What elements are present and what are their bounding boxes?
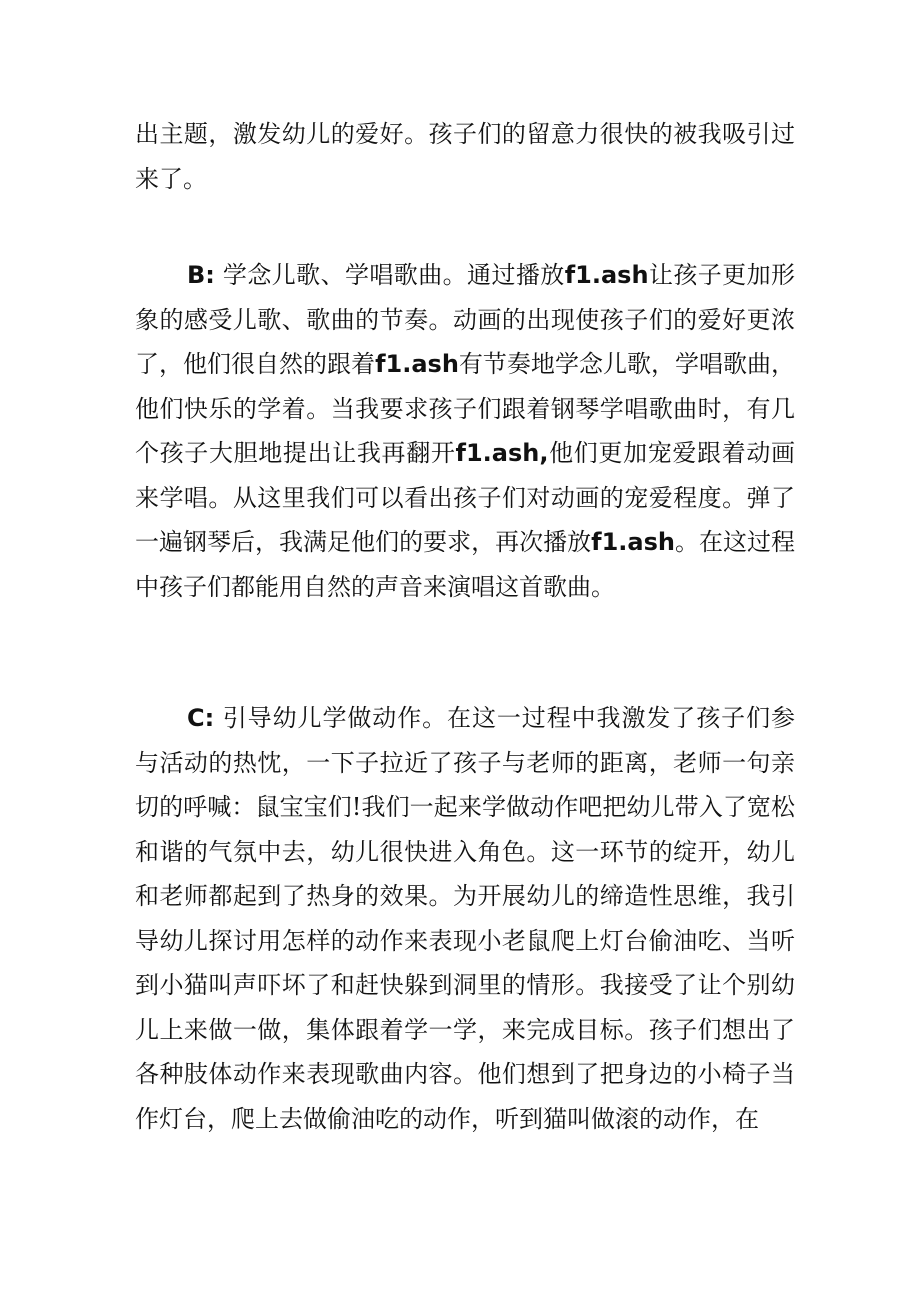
paragraph-label-c: C: <box>187 704 215 732</box>
paragraph-c <box>135 696 795 1141</box>
flash-file-name: f1.ash <box>375 350 459 378</box>
flash-file-name: f1.ash <box>564 261 649 289</box>
paragraph-label-b: B: <box>187 261 215 289</box>
flash-file-name: f1.ash <box>591 528 675 556</box>
flash-file-name: f1.ash, <box>455 439 549 467</box>
paragraph-b <box>135 253 795 609</box>
paragraph-text: 出主题，激发幼儿的爱好。孩子们的留意力很快的被我吸引过来了。 <box>135 120 795 193</box>
paragraph-text: 学念儿歌、学唱歌曲。通过播放 <box>214 261 565 289</box>
paragraph-text: 让孩子更加形象的感受儿歌、歌曲的节奏。动画的出现使孩子们的爱好更浓了，他们很自然的跟着 <box>135 261 795 378</box>
paragraph-text: 引导幼儿学做动作。在这一过程中我激发了孩子们参与活动的热忱，一下子拉近了孩子与老师的距离，老师一句亲切的呼喊：鼠宝宝们!我们一起来学做动作吧把幼儿带入了宽松和谐的气氛中去，幼儿很快进入角色。这一环节的绽开，幼儿和老师都起到了热身的效果。为开展幼儿的缔造性思维，我引导幼儿探讨用怎样的动作来表现小老鼠爬上灯台偷油吃、当听到小猫叫声吓坏了和赶快躲到洞里的情形。我接受了让个别幼儿上来做一做，集体跟着学一学，来完成目标。孩子们想出了各种肢体动作来表现歌曲内容。他们想到了把身边的小椅子当作灯台，爬上去做偷油吃的动作，听到猫叫做滚的动作，在 <box>135 704 795 1133</box>
paragraph-intro-continuation <box>135 112 795 201</box>
paragraph-text: 他们更加宠爱跟着动画来学唱。从这里我们可以看出孩子们对动画的宠爱程度。弹了一遍钢琴后，我满足他们的要求，再次播放 <box>135 439 796 556</box>
paragraph-text: 。在这过程中孩子们都能用自然的声音来演唱这首歌曲。 <box>135 528 796 601</box>
paragraph-text: 有节奏地学念儿歌，学唱歌曲，他们快乐的学着。当我要求孩子们跟着钢琴学唱歌曲时，有几个孩子大胆地提出让我再翻开 <box>135 350 796 467</box>
